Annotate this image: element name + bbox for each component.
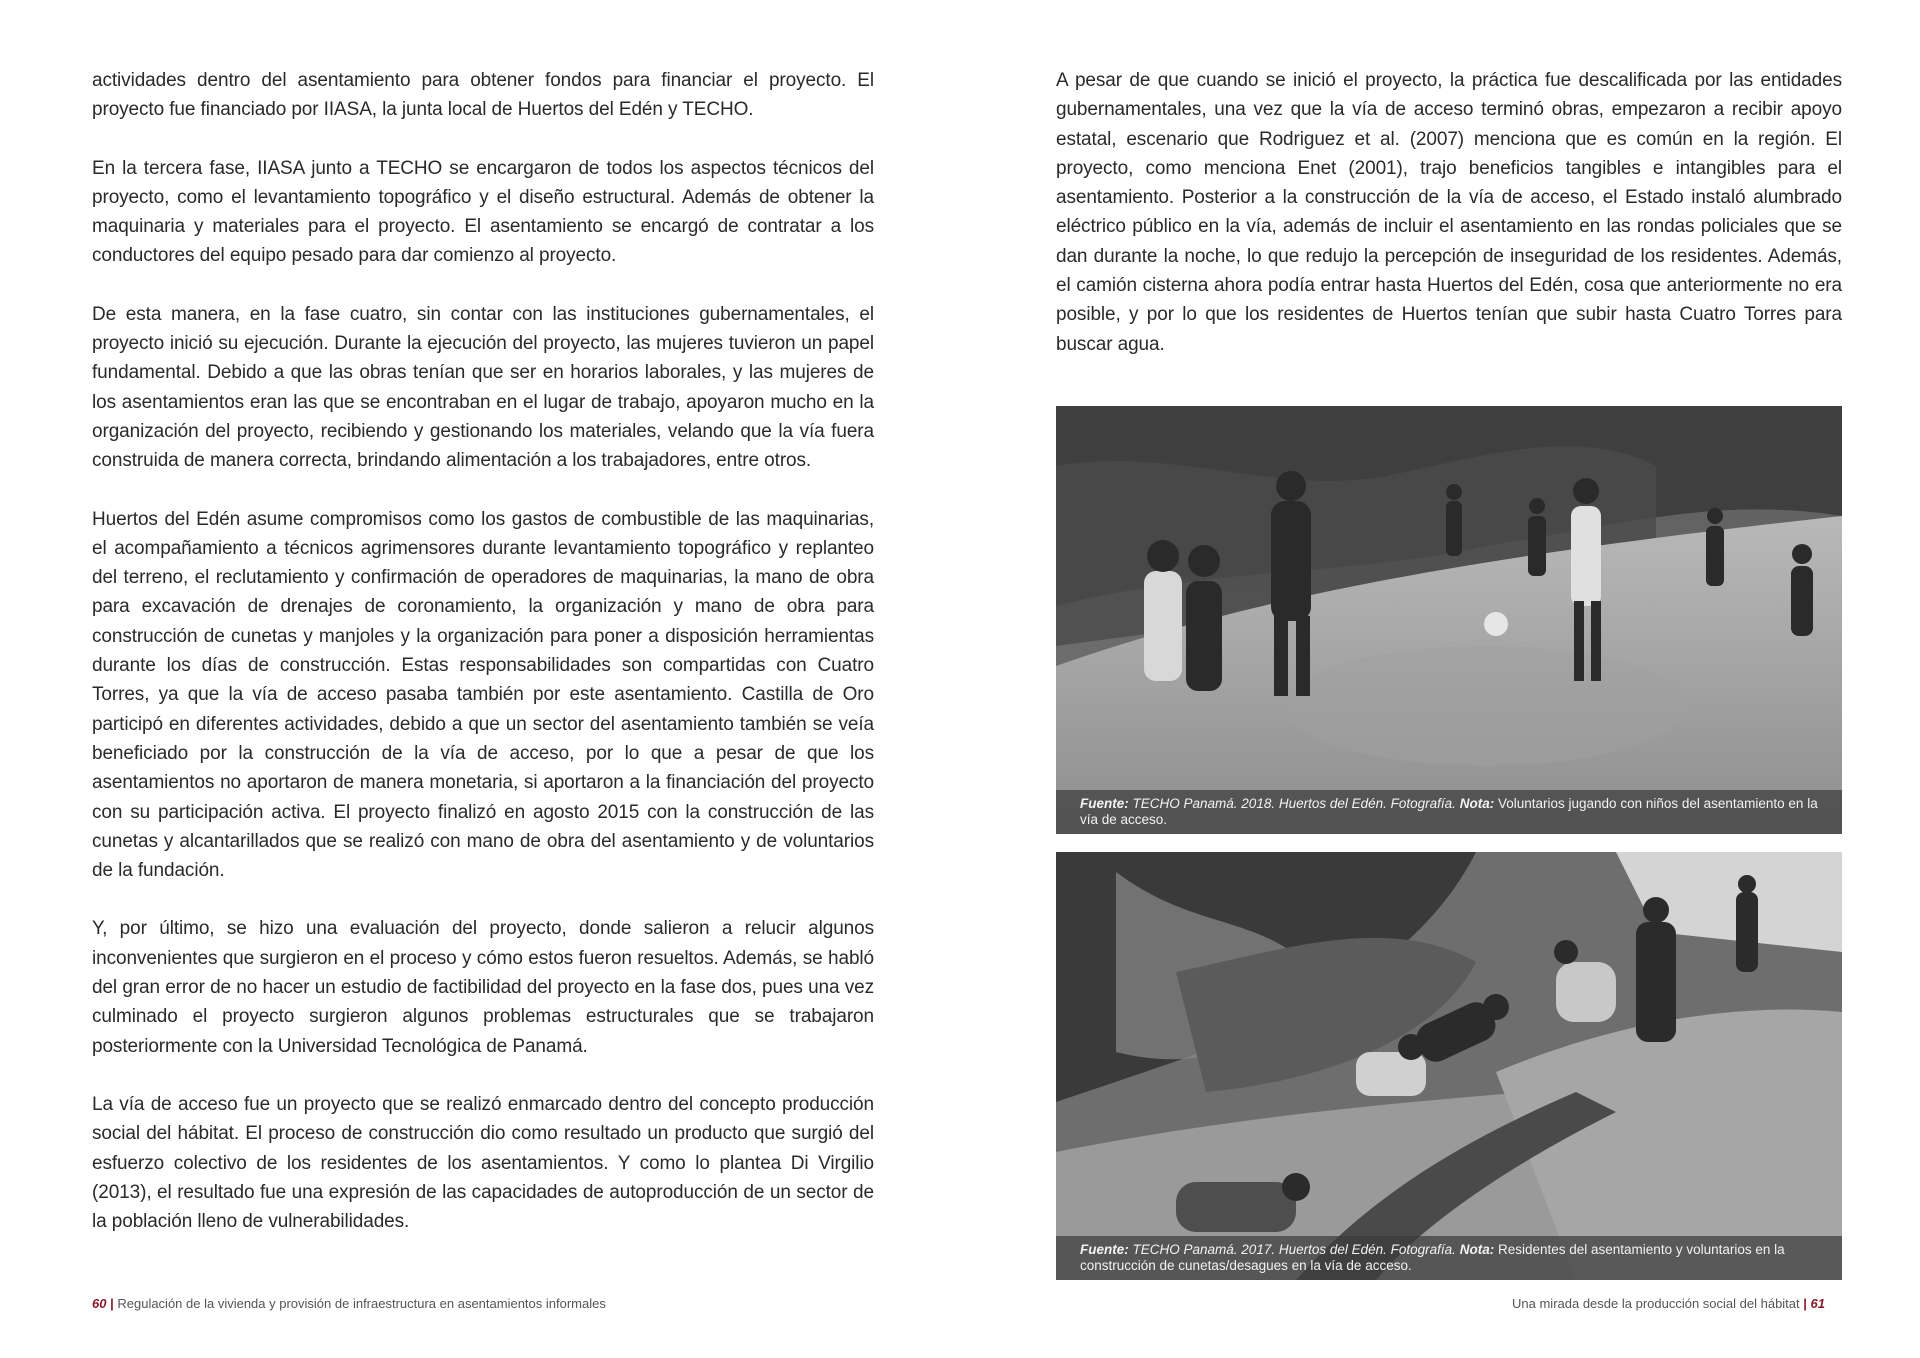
paragraph: actividades dentro del asentamiento para obtener fondos para financiar el proyecto. El proyecto fue financiado por IIASA, la junta local de Huertos del Edén y TECHO. [92,70,874,121]
footer-title: Una mirada desde la producción social del hábitat [1512,1296,1800,1311]
photo-image [1056,852,1842,1280]
caption-note-text: Residentes del asentamiento y voluntarios en la construcción de cunetas/desagues en la vía de acceso. [1080,1242,1785,1273]
caption-note-label: Nota: [1459,796,1495,811]
caption-source-label: Fuente: [1080,1242,1129,1257]
left-text-column [92,66,874,1265]
paragraph: A pesar de que cuando se inició el proyecto, la práctica fue descalificada por las entidades gubernamentales, una vez que la vía de acceso terminó obras, empezaron a recibir apoyo estatal, escenario que Rodriguez et al. (2007) menciona que es común en la región. El proyecto, como menciona Enet (2001), trajo beneficios tangibles e intangibles para el asentamiento. Posterior a la construcción de la vía de acceso, el Estado instaló alumbrado eléctrico público en la vía, además de incluir el asentamiento en las rondas policiales que se dan durante la noche, lo que redujo la percepción de inseguridad de los residentes. Además, el camión cisterna ahora podía entrar hasta Huertos del Edén, cosa que anteriormente no era posible, y por lo que los residentes de Huertos tenían que subir hasta Cuatro Torres para buscar agua. [1056,70,1842,355]
photo-volunteers-playing [1056,406,1842,834]
caption-note-label: Nota: [1459,1242,1495,1257]
photo-caption [1056,790,1842,834]
photo-residents-construction [1056,852,1842,1280]
photo-caption [1056,1236,1842,1280]
footer-separator: | [1803,1296,1807,1311]
paragraph: De esta manera, en la fase cuatro, sin contar con las instituciones gubernamentales, el proyecto inició su ejecución. Durante la ejecución del proyecto, las mujeres tuvieron un papel fundamental. Debido a que las obras tenían que ser en horarios laborales, y las mujeres de los asentamientos eran las que se encontraban en el lugar de trabajo, apoyaron mucho en la organización del proyecto, recibiendo y gestionando los materiales, velando que la vía fuera construida de manera correcta, brindando alimentación a los trabajadores, entre otros. [92,303,874,472]
caption-source-text: TECHO Panamá. 2017. Huertos del Edén. Fotografía. [1132,1242,1456,1257]
left-footer [92,1296,606,1311]
paragraph: La vía de acceso fue un proyecto que se realizó enmarcado dentro del concepto producción social del hábitat. El proceso de construcción dio como resultado un producto que surgió del esfuerzo colectivo de los residentes de los asentamientos. Y como lo plantea Di Virgilio (2013), el resultado fue una expresión de las capacidades de autoproducción de un sector de la población lleno de vulnerabilidades. [92,1093,874,1233]
paragraph: Y, por último, se hizo una evaluación del proyecto, donde salieron a relucir algunos inconvenientes que surgieron en el proceso y cómo estos fueron resueltos. Además, se habló del gran error de no hacer un estudio de factibilidad del proyecto en la fase dos, pues una vez culminado el proyecto surgieron algunos problemas estructurales que se trabajaron posteriormente con la Universidad Tecnológica de Panamá. [92,918,874,1057]
paragraph: Huertos del Edén asume compromisos como los gastos de combustible de las maquinarias, el acompañamiento a técnicos agrimensores durante levantamiento topográfico y replanteo del terreno, el reclutamiento y confirmación de operadores de maquinarias, la mano de obra para excavación de drenajes de coronamiento, la organización y mano de obra para construcción de cunetas y manjoles y la organización para poner a disposición herramientas durante los días de construcción. Estas responsabilidades son compartidas con Cuatro Torres, ya que la vía de acceso pasaba también por este asentamiento. Castilla de Oro participó en diferentes actividades, debido a que un sector del asentamiento también se veía beneficiado por la construcción de la vía de acceso, por lo que a pesar de que los asentamientos no aportaron de manera monetaria, si aportaron a la financiación del proyecto con su participación activa. El proyecto finalizó en agosto 2015 con la construcción de las cunetas y alcantarillados que se realizó con mano de obra del asentamiento y de voluntarios de la fundación. [92,508,874,882]
caption-source-text: TECHO Panamá. 2018. Huertos del Edén. Fotografía. [1132,796,1456,811]
caption-source-label: Fuente: [1080,796,1129,811]
caption-note-text: Voluntarios jugando con niños del asentamiento en la vía de acceso. [1080,796,1818,827]
page-number: 60 [92,1296,107,1311]
paragraph: En la tercera fase, IIASA junto a TECHO se encargaron de todos los aspectos técnicos del proyecto, como el levantamiento topográfico y el diseño estructural. Además de obtener la maquinaria y materiales para el proyecto. El asentamiento se encargó de contratar a los conductores del equipo pesado para dar comienzo al proyecto. [92,157,874,267]
right-text-column [1056,66,1842,388]
right-page [960,0,1920,1358]
page-number: 61 [1810,1296,1825,1311]
footer-separator: | [110,1296,114,1311]
photo-image [1056,406,1842,834]
right-footer [1512,1296,1825,1311]
footer-title: Regulación de la vivienda y provisión de infraestructura en asentamientos informales [117,1296,606,1311]
